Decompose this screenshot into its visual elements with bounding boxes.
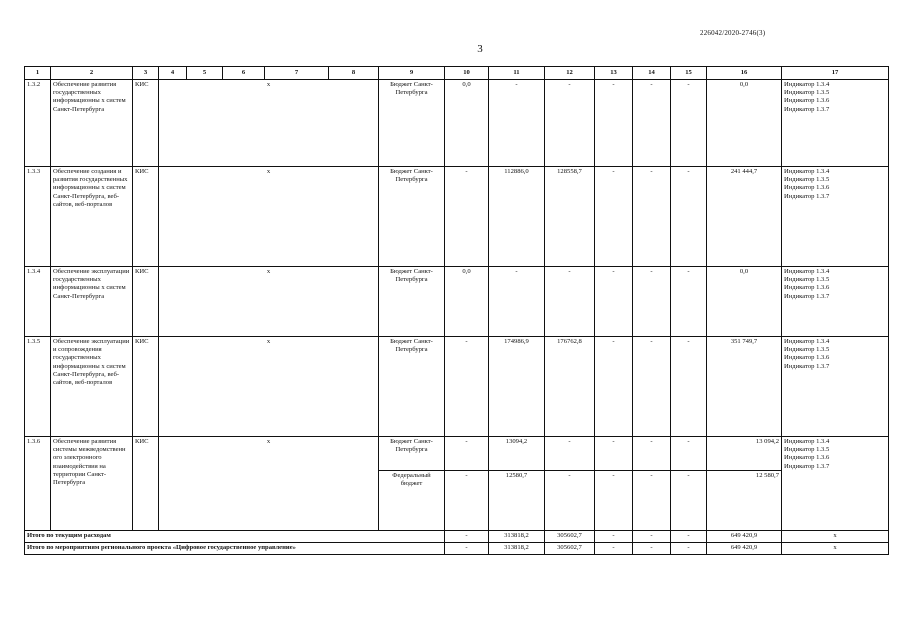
row-executor: КИС [133, 167, 159, 267]
header-cell: 12 [545, 67, 595, 80]
row-mark: х [159, 337, 379, 437]
cell-value: - [633, 267, 671, 337]
row-indicators: Индикатор 1.3.4 Индикатор 1.3.5 Индикатор 1.3.6 Индикатор 1.3.7 [782, 437, 889, 531]
cell-value: - [595, 337, 633, 437]
header-cell: 13 [595, 67, 633, 80]
cell-value: - [595, 267, 633, 337]
cell-value: - [633, 167, 671, 267]
cell-value: - [671, 80, 707, 167]
cell-total: 0,0 [707, 267, 782, 337]
cell-value: - [595, 471, 633, 531]
row-name: Обеспечение создания и развития государственных информационны х систем Санкт-Петербурга, веб-сайтов, веб-порталов [51, 167, 133, 267]
cell-value: 0,0 [445, 80, 489, 167]
cell-value: 0,0 [445, 267, 489, 337]
funding-source: Бюджет Санкт-Петербурга [379, 167, 445, 267]
cell-value: 313818,2 [489, 531, 545, 543]
header-cell: 8 [329, 67, 379, 80]
header-cell: 3 [133, 67, 159, 80]
cell-value: - [489, 267, 545, 337]
cell-value: 12580,7 [489, 471, 545, 531]
cell-value: - [545, 267, 595, 337]
row-name: Обеспечение эксплуатации и сопровождения государственных информационны х систем Санкт-Петербурга, веб-сайтов, веб-порталов [51, 337, 133, 437]
cell-value: - [445, 167, 489, 267]
budget-table [24, 66, 889, 555]
row-code: 1.3.6 [25, 437, 51, 531]
cell-value: - [445, 471, 489, 531]
header-cell: 2 [51, 67, 133, 80]
cell-value: - [671, 471, 707, 531]
funding-source: Бюджет Санкт-Петербурга [379, 80, 445, 167]
cell-total: 0,0 [707, 80, 782, 167]
row-code: 1.3.5 [25, 337, 51, 437]
cell-value: - [595, 531, 633, 543]
row-name: Обеспечение эксплуатации государственных информационны х систем Санкт-Петербурга [51, 267, 133, 337]
total-label: Итого по текущим расходам [25, 531, 445, 543]
cell-value: х [782, 543, 889, 555]
cell-value: - [633, 543, 671, 555]
header-cell: 9 [379, 67, 445, 80]
header-cell: 15 [671, 67, 707, 80]
cell-total: 241 444,7 [707, 167, 782, 267]
document-number: 226042/2020-2746(3) [700, 29, 766, 37]
row-mark: х [159, 167, 379, 267]
cell-value: - [445, 543, 489, 555]
row-code: 1.3.4 [25, 267, 51, 337]
cell-value: 313818,2 [489, 543, 545, 555]
cell-value: - [595, 167, 633, 267]
cell-value: - [633, 531, 671, 543]
cell-value: - [633, 80, 671, 167]
row-mark: х [159, 437, 379, 531]
cell-value: 176762,8 [545, 337, 595, 437]
header-cell: 16 [707, 67, 782, 80]
cell-total: 649 420,9 [707, 531, 782, 543]
row-indicators: Индикатор 1.3.4 Индикатор 1.3.5 Индикатор 1.3.6 Индикатор 1.3.7 [782, 337, 889, 437]
cell-value: - [545, 80, 595, 167]
row-indicators: Индикатор 1.3.4 Индикатор 1.3.5 Индикатор 1.3.6 Индикатор 1.3.7 [782, 80, 889, 167]
table-row [25, 337, 889, 437]
cell-value: 13094,2 [489, 437, 545, 471]
cell-value: х [782, 531, 889, 543]
cell-value: - [671, 437, 707, 471]
cell-value: - [545, 437, 595, 471]
cell-value: 305602,7 [545, 543, 595, 555]
cell-value: - [445, 437, 489, 471]
cell-value: - [671, 167, 707, 267]
funding-source: Бюджет Санкт-Петербурга [379, 267, 445, 337]
cell-value: - [489, 80, 545, 167]
row-executor: КИС [133, 80, 159, 167]
cell-value: 305602,7 [545, 531, 595, 543]
header-cell: 1 [25, 67, 51, 80]
header-cell: 7 [265, 67, 329, 80]
header-cell: 5 [187, 67, 223, 80]
row-executor: КИС [133, 337, 159, 437]
cell-value: - [595, 543, 633, 555]
cell-value: - [445, 531, 489, 543]
header-cell: 10 [445, 67, 489, 80]
table-row [25, 267, 889, 337]
page-number: 3 [477, 43, 483, 55]
row-indicators: Индикатор 1.3.4 Индикатор 1.3.5 Индикатор 1.3.6 Индикатор 1.3.7 [782, 167, 889, 267]
row-name: Обеспечение развития системы межведомственн ого электронного взаимодействия на территории Санкт-Петербурга [51, 437, 133, 531]
cell-total: 13 094,2 [707, 437, 782, 471]
cell-value: - [633, 337, 671, 437]
row-executor: КИС [133, 437, 159, 531]
cell-total: 12 580,7 [707, 471, 782, 531]
cell-value: - [445, 337, 489, 437]
total-label: Итого по мероприятиям регионального проекта «Цифровое государственное управление» [25, 543, 445, 555]
row-mark: х [159, 267, 379, 337]
funding-source: Федеральный бюджет [379, 471, 445, 531]
cell-value: - [671, 267, 707, 337]
funding-source: Бюджет Санкт-Петербурга [379, 437, 445, 471]
table-row [25, 167, 889, 267]
row-code: 1.3.3 [25, 167, 51, 267]
row-mark: х [159, 80, 379, 167]
total-row [25, 531, 889, 543]
cell-total: 351 749,7 [707, 337, 782, 437]
funding-source: Бюджет Санкт-Петербурга [379, 337, 445, 437]
cell-value: 112886,0 [489, 167, 545, 267]
header-cell: 17 [782, 67, 889, 80]
cell-value: - [545, 471, 595, 531]
row-indicators: Индикатор 1.3.4 Индикатор 1.3.5 Индикатор 1.3.6 Индикатор 1.3.7 [782, 267, 889, 337]
header-row [25, 67, 889, 80]
cell-value: - [633, 471, 671, 531]
cell-value: - [595, 80, 633, 167]
header-cell: 6 [223, 67, 265, 80]
cell-value: - [671, 337, 707, 437]
row-code: 1.3.2 [25, 80, 51, 167]
row-name: Обеспечение развития государственных информационны х систем Санкт-Петербурга [51, 80, 133, 167]
cell-value: 174986,9 [489, 337, 545, 437]
cell-total: 649 420,9 [707, 543, 782, 555]
header-cell: 4 [159, 67, 187, 80]
table-row [25, 80, 889, 167]
cell-value: - [633, 437, 671, 471]
table-row [25, 437, 889, 471]
cell-value: - [671, 531, 707, 543]
row-executor: КИС [133, 267, 159, 337]
cell-value: 128558,7 [545, 167, 595, 267]
header-cell: 11 [489, 67, 545, 80]
cell-value: - [595, 437, 633, 471]
cell-value: - [671, 543, 707, 555]
header-cell: 14 [633, 67, 671, 80]
total-row [25, 543, 889, 555]
